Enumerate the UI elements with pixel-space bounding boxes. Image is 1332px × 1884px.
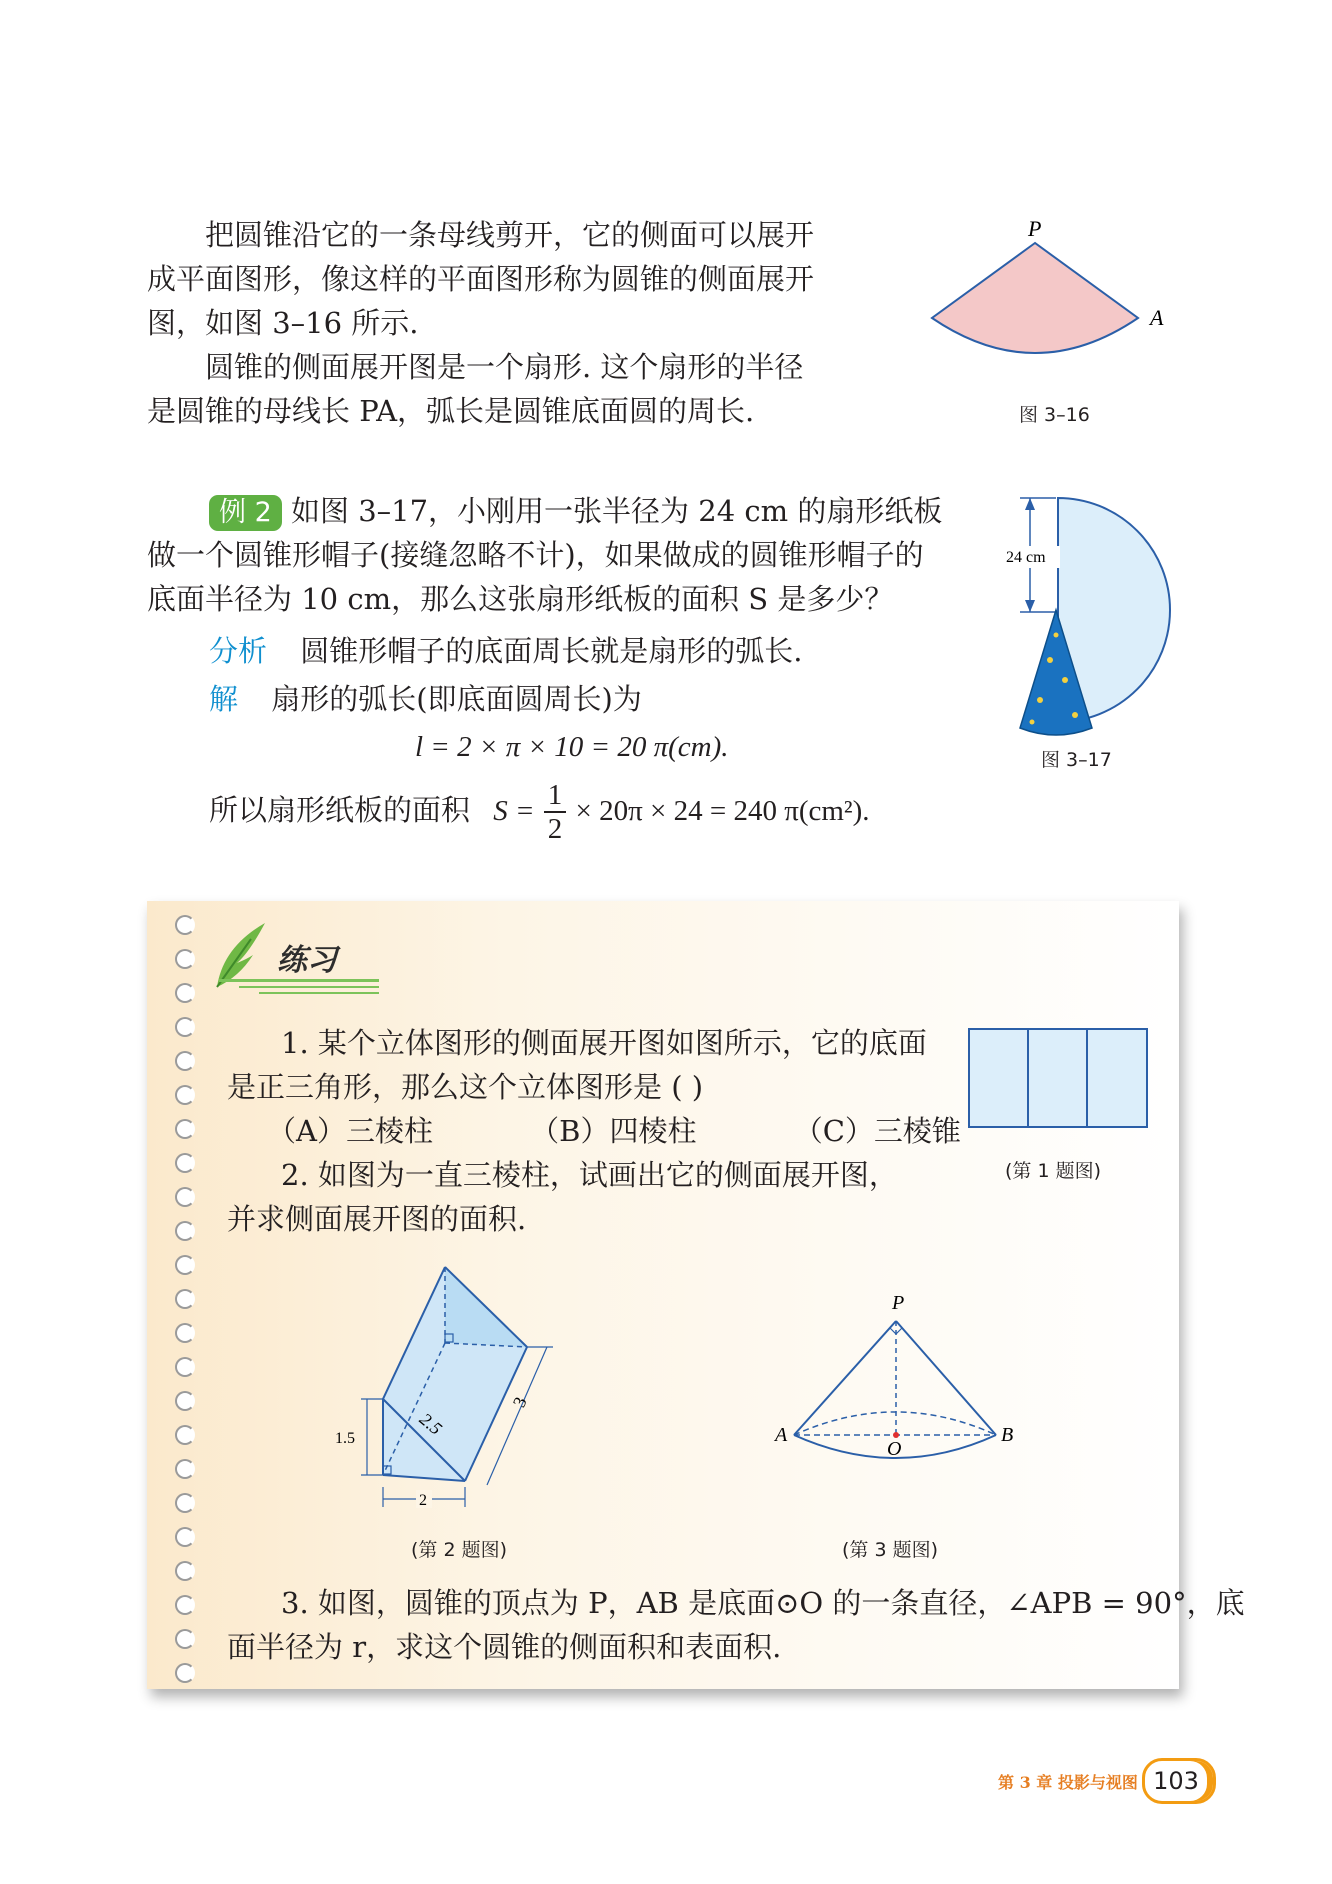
page-number-badge [1142, 1758, 1216, 1804]
question-2 [227, 1153, 898, 1241]
intro-line: 是圆锥的母线长 PA，弧长是圆锥底面圆的周长. [147, 394, 755, 428]
fraction-one-half [544, 779, 567, 845]
figure-3-17 [990, 490, 1190, 740]
hat-star [1030, 720, 1035, 725]
q1-net-figure [967, 1027, 1151, 1131]
question-line: 3. 如图，圆锥的顶点为 P，AB 是底面⊙O 的一条直径，∠APB = 90°，底 [281, 1586, 1245, 1620]
intro-line: 成平面图形，像这样的平面图形称为圆锥的侧面展开 [147, 262, 815, 296]
result-prefix: 所以扇形纸板的面积 [209, 793, 471, 827]
question-line: 面半径为 r，求这个圆锥的侧面积和表面积. [227, 1630, 782, 1664]
dim-label-base: 2 [419, 1492, 427, 1509]
analysis-label: 分析 [209, 634, 268, 668]
option-b: （B）四棱柱 [530, 1114, 697, 1148]
question-line: 是正三角形，那么这个立体图形是 ( ) [227, 1070, 704, 1104]
solution-label: 解 [209, 682, 239, 716]
intro-line: 圆锥的侧面展开图是一个扇形. 这个扇形的半径 [205, 350, 804, 384]
hat-star [1054, 633, 1059, 638]
hat-star [1072, 712, 1078, 718]
point-p-label: P [1028, 216, 1042, 241]
figure-3-17-caption: 图 3–17 [1041, 749, 1112, 771]
dim-label-height: 1.5 [335, 1430, 355, 1447]
dim-label-diagonal: 2.5 [415, 1408, 446, 1439]
net-rectangle [969, 1029, 1147, 1127]
intro-line: 图，如图 3–16 所示. [147, 306, 419, 340]
dim-label-side: 3 [508, 1393, 531, 1411]
point-a-label: A [1150, 305, 1164, 330]
point-o-label: O [887, 1438, 902, 1460]
result-rest: × 20π × 24 = 240 π(cm²). [575, 795, 870, 827]
solution-text: 扇形的弧长(即底面圆周长)为 [271, 682, 642, 716]
hat-star [1037, 697, 1043, 703]
title-rule [219, 979, 379, 982]
question-1 [227, 1021, 961, 1153]
formula-arc-length: l = 2 × π × 10 = 20 π(cm). [415, 731, 729, 763]
q1-caption: (第 1 题图) [1005, 1160, 1101, 1182]
option-a: （A）三棱柱 [267, 1114, 433, 1148]
q2-prism-figure [335, 1263, 607, 1523]
cone-outline [794, 1321, 996, 1435]
question-line: 2. 如图为一直三棱柱，试画出它的侧面展开图， [281, 1158, 898, 1192]
question-line: 并求侧面展开图的面积. [227, 1202, 527, 1236]
intro-line: 把圆锥沿它的一条母线剪开，它的侧面可以展开 [205, 218, 815, 252]
arrow-up-icon [1025, 498, 1035, 510]
option-c: （C）三棱锥 [793, 1114, 961, 1148]
hat-star [1062, 677, 1068, 683]
fraction-numerator: 1 [544, 779, 567, 813]
fraction-denominator: 2 [547, 813, 563, 845]
base-back-arc [794, 1412, 996, 1435]
intro-text [147, 213, 814, 433]
q2-caption: (第 2 题图) [411, 1539, 507, 1561]
length-label: 24 cm [1006, 549, 1046, 566]
analysis-text: 圆锥形帽子的底面周长就是扇形的弧长. [300, 634, 803, 668]
figure-3-16-caption: 图 3–16 [1019, 404, 1090, 426]
practice-box [147, 901, 1245, 1689]
question-3 [227, 1581, 1245, 1669]
sector-shape [932, 243, 1138, 353]
arrow-down-icon [1025, 600, 1035, 612]
example-badge: 例 2 [209, 495, 282, 531]
figure-3-16 [920, 218, 1180, 428]
title-rule [259, 992, 379, 994]
example-line: 如图 3–17，小刚用一张半径为 24 cm 的扇形纸板 [290, 494, 943, 528]
hat-star [1047, 657, 1053, 663]
example-2 [147, 489, 942, 845]
point-p-label: P [892, 1292, 905, 1314]
result-s: S = [493, 795, 535, 827]
example-line: 底面半径为 10 cm，那么这张扇形纸板的面积 S 是多少？ [147, 582, 894, 616]
q3-caption: (第 3 题图) [842, 1539, 938, 1561]
point-b-label: B [1001, 1424, 1014, 1446]
point-a-label: A [775, 1424, 788, 1446]
q3-cone-figure [759, 1293, 1039, 1463]
title-rule [239, 986, 379, 988]
example-line: 做一个圆锥形帽子(接缝忽略不计)，如果做成的圆锥形帽子的 [147, 538, 924, 572]
chapter-footer: 第 3 章 投影与视图 [998, 1773, 1138, 1792]
question-line: 1. 某个立体图形的侧面展开图如图所示，它的底面 [281, 1026, 927, 1060]
page-number: 103 [1153, 1767, 1199, 1795]
practice-title: 练习 [277, 943, 337, 978]
